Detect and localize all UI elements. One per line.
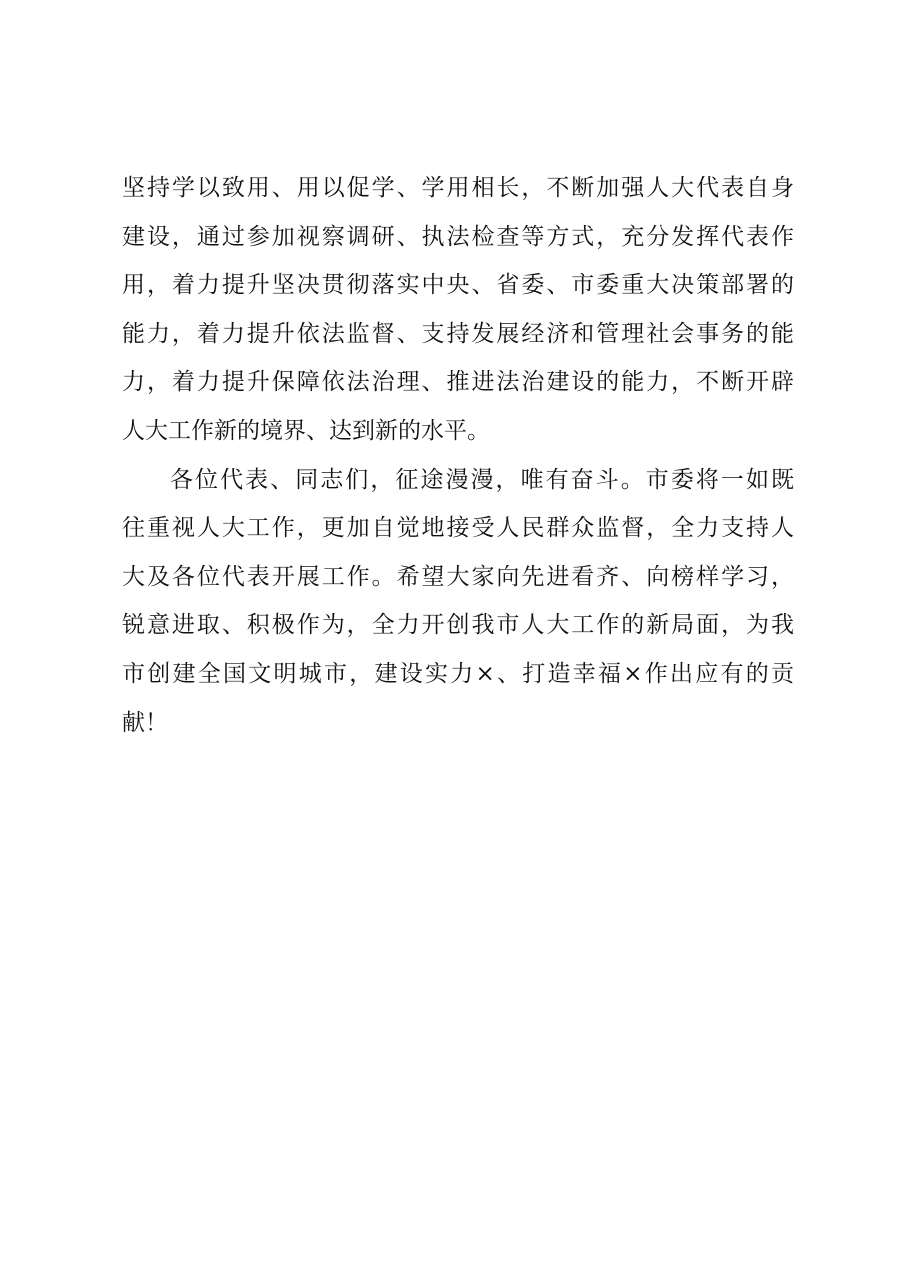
document-body	[122, 164, 794, 747]
text-line: 大及各位代表开展工作。希望大家向先进看齐、向榜样学习，	[122, 563, 794, 590]
text-line: 建设，通过参加视察调研、执法检查等方式，充分发挥代表作	[122, 223, 794, 250]
text-line: 市创建全国文明城市，建设实力×、打造幸福×作出应有的贡	[122, 660, 794, 687]
text-line: 各位代表、同志们，征途漫漫，唯有奋斗。市委将一如既	[170, 466, 794, 493]
text-line: 能力，着力提升依法监督、支持发展经济和管理社会事务的能	[122, 320, 794, 347]
text-line: 锐意进取、积极作为，全力开创我市人大工作的新局面，为我	[122, 612, 794, 639]
paragraph-2	[122, 456, 794, 748]
text-line: 坚持学以致用、用以促学、学用相长，不断加强人大代表自身	[122, 175, 794, 201]
paragraph-1	[122, 164, 794, 456]
text-line: 用，着力提升坚决贯彻落实中央、省委、市委重大决策部署的	[122, 272, 794, 299]
text-line: 献！	[122, 709, 168, 736]
text-line: 人大工作新的境界、达到新的水平。	[122, 417, 490, 444]
text-line: 往重视人大工作，更加自觉地接受人民群众监督，全力支持人	[122, 515, 794, 542]
text-line: 力，着力提升保障依法治理、推进法治建设的能力，不断开辟	[122, 369, 794, 396]
